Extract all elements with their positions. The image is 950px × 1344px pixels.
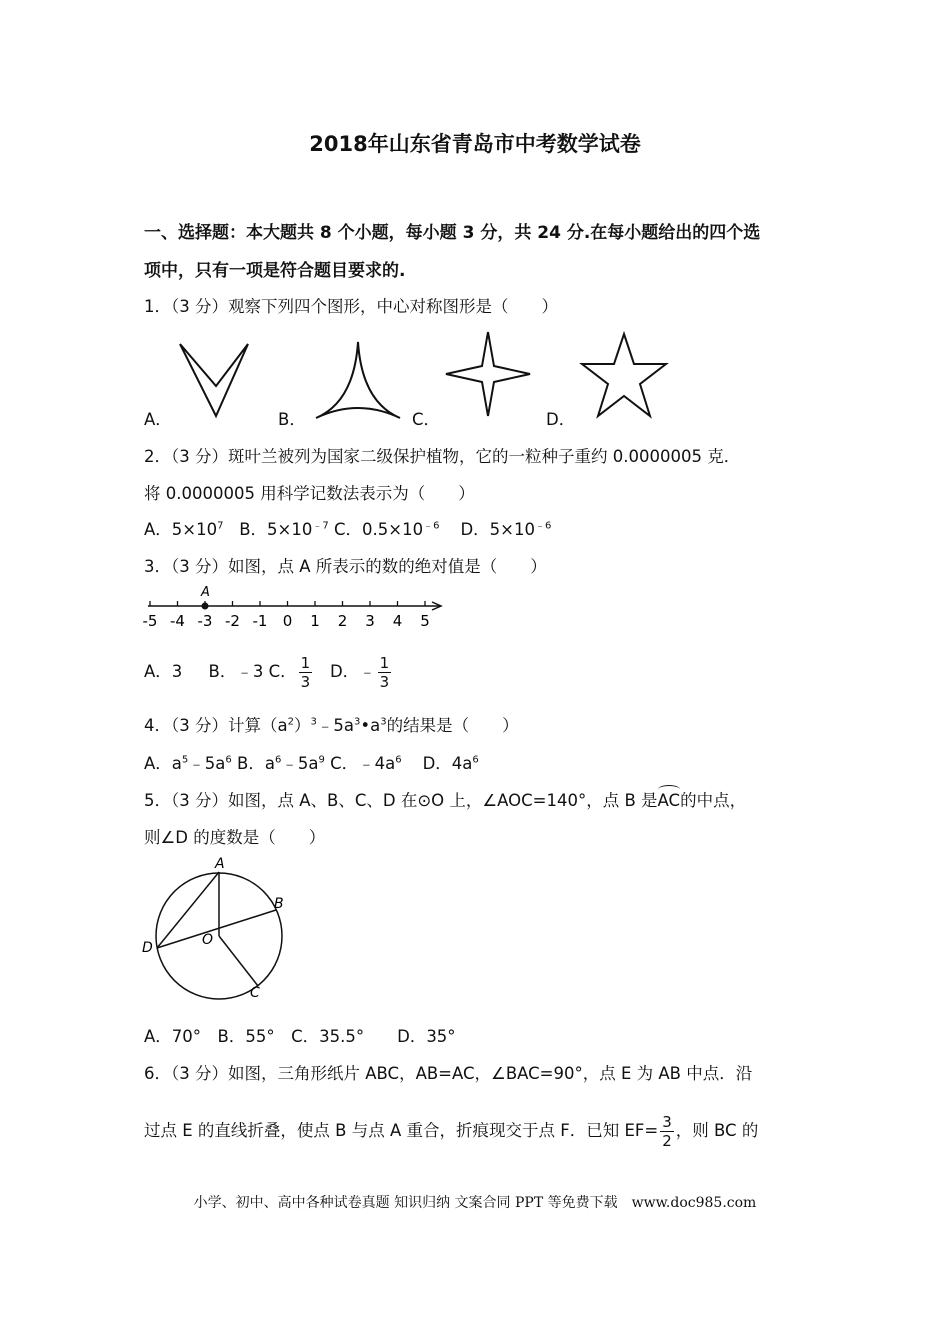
q2-line1: 2．（3 分）斑叶兰被列为国家二级保护植物，它的一粒种子重约 0.0000005 克． [144, 447, 741, 466]
q2-option-d: D．$5\times 10^{﹣6}$ [460, 520, 552, 539]
q1-label-a: A． [144, 410, 172, 429]
q1-figure-d-five-point-star [578, 330, 670, 422]
q2-option-b: B．$5\times 10^{﹣7}$ [239, 520, 329, 539]
page-title: 2018年山东省青岛市中考数学试卷 [309, 132, 641, 156]
q3-tick-label: 4 [392, 612, 403, 630]
q5-circle-figure [140, 852, 300, 1001]
q2-line2: 将 0.0000005 用科学记数法表示为（ ） [144, 484, 475, 503]
q6-line1: 6．（3 分）如图，三角形纸片 ABC，AB=AC，∠BAC=90°，点 E 为 AB 中点．沿 [144, 1064, 753, 1083]
q3-option-b: B．﹣3 [208, 662, 264, 681]
q1-label-b: B． [278, 410, 306, 429]
q5-label-b: B [274, 896, 284, 912]
q1-label-c: C． [412, 410, 441, 429]
q3-tick-label: 0 [282, 612, 293, 630]
q5-label-c: C [250, 985, 260, 1001]
q5-label-d: D [142, 940, 153, 956]
q1-figure-a-chevron [176, 340, 252, 420]
q5-label-a: A [215, 856, 225, 872]
q4-stem: 4．（3 分）计算$(a^2)^3﹣5a^3•a^3$的结果是（ ） [144, 716, 519, 735]
q3-tick-label: -2 [225, 612, 240, 630]
q4-option-a: A．$a^5﹣5a^6$ [144, 754, 232, 773]
q2-option-c: C．$0.5\times 10^{﹣6}$ [334, 520, 440, 539]
q5-arc-ac: AC [658, 791, 681, 810]
section-heading-line2: 项中，只有一项是符合题目要求的. [144, 261, 406, 281]
q3-tick-label: -5 [142, 612, 158, 630]
q4-option-b: B．$a^6﹣5a^9$ [237, 754, 325, 773]
q3-options [144, 650, 393, 694]
q3-tick-label: 3 [365, 612, 375, 630]
q3-point-a [202, 603, 209, 610]
q3-tick-label: -4 [170, 612, 185, 630]
page-footer: 小学、初中、高中各种试卷真题 知识归纳 文案合同 PPT 等免费下载 www.doc985.com [193, 1195, 757, 1211]
q3-tick-label: 1 [310, 612, 320, 630]
q1-figure-c-four-point-star [442, 330, 534, 420]
q3-option-c: C． $\frac{1}{3}$ [268, 653, 311, 691]
q1-stem: 1．（3 分）观察下列四个图形，中心对称图形是（ ） [144, 297, 558, 316]
q5-line2: 则∠D 的度数是（ ） [144, 828, 326, 847]
q5-label-o: O [202, 932, 214, 948]
q2-option-a: A．$5\times 10^7$ [144, 520, 224, 539]
q3-tick-label: 5 [420, 612, 430, 630]
q3-point-a-label: A [201, 585, 210, 600]
q6-fraction: $\frac{3}{2}$ [662, 1112, 672, 1150]
q3-tick-label: 2 [337, 612, 348, 630]
q3-stem: 3．（3 分）如图，点 A 所表示的数的绝对值是（ ） [144, 557, 547, 576]
section-heading-line1: 一、选择题：本大题共 8 个小题，每小题 3 分，共 24 分.在每小题给出的四个选 [144, 223, 761, 243]
q3-tick-label: -1 [252, 612, 268, 630]
q3-option-d: D．﹣ $\frac{1}{3}$ [329, 653, 390, 691]
q2-options [144, 516, 551, 540]
q1-label-d: D． [546, 410, 576, 429]
q6-line2: 过点 E 的直线折叠，使点 B 与点 A 重合，折痕现交于点 F．已知 EF= $\frac{3}{2}$ ，则 BC 的 [144, 1112, 759, 1150]
q3-option-a: A．3 [144, 662, 183, 681]
q3-number-line [144, 582, 448, 632]
q5-options: A．70° B．55° C．35.5° D．35° [144, 1027, 456, 1046]
q3-tick-label: -3 [197, 612, 213, 630]
q1-figure-b-curved-triangle [312, 338, 404, 422]
q4-options [144, 750, 479, 774]
q4-option-c: C．$﹣4a^6$ [330, 754, 402, 773]
q5-line1: 5．（3 分）如图，点 A、B、C、D 在⊙O 上，∠AOC=140°，点 B 是 AC的中点， [144, 787, 746, 811]
q4-option-d: D．$4a^6$ [422, 754, 479, 773]
